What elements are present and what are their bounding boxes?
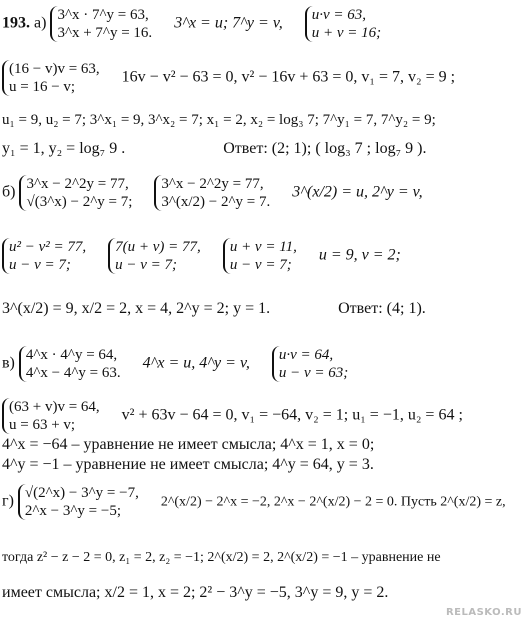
part-a-quadratic: 16v − v² − 63 = 0, v² − 16v + 63 = 0, v₁ = 7, v₂ = 9 ; (121, 68, 456, 86)
part-a-label: а) (34, 14, 47, 32)
part-v-row-2 (2, 398, 463, 434)
part-b-answer: Ответ: (4; 1). (338, 300, 426, 317)
part-g-row-1 (2, 484, 506, 520)
part-v-line-1: 4^x = −64 – уравнение не имеет смысла; 4^x = 1, x = 0; (2, 436, 375, 453)
part-b-s3: u + v = 11, u − v = 7; (223, 238, 297, 274)
part-v-sub-system: (63 + v)v = 64, u = 63 + v; (2, 398, 100, 434)
part-v-system: 4^x · 4^y = 64, 4^x − 4^y = 63. (19, 346, 121, 382)
part-a-answer: Ответ: (2; 1); ( log₃ 7 ; log₇ 9 ). (223, 140, 427, 157)
part-v-line-2: 4^y = −1 – уравнение не имеет смысла; 4^y = 64, y = 3. (2, 456, 374, 473)
part-v-quadratic: v² + 63v − 64 = 0, v₁ = −64, v₂ = 1; u₁ = −1, u₂ = 64 ; (121, 406, 463, 424)
part-v-uv-system: u·v = 64, u − v = 63; (272, 346, 348, 382)
part-a-system: 3^x · 7^y = 63, 3^x + 7^y = 16. (50, 6, 152, 42)
part-b-row-1 (2, 175, 423, 211)
part-b-s1: u² − v² = 77, u − v = 7; (2, 238, 86, 274)
part-v-label: в) (2, 354, 15, 372)
part-b-substitution: 3^(x/2) = u, 2^y = v, (292, 183, 423, 201)
problem-number: 193. (2, 14, 30, 32)
part-b-uv-result: u = 9, v = 2; (318, 246, 401, 264)
part-a-solve-line: u₁ = 9, u₂ = 7; 3^x₁ = 9, 3^x₂ = 7; x₁ = 2, x₂ = log₃ 7; 7^y₁ = 7, 7^y₂ = 9; (2, 112, 436, 128)
watermark: RELASKO.RU (445, 607, 522, 618)
part-b-system: 3^x − 2^2y = 77, √(3^x) − 2^y = 7; (19, 175, 132, 211)
part-g-system: √(2^x) − 3^y = −7, 2^x − 3^y = −5; (18, 484, 139, 520)
part-a-row-1 (2, 6, 381, 42)
part-v-row-1 (2, 346, 348, 382)
part-a-substitution: 3^x = u; 7^y = v, (174, 14, 283, 32)
part-g-label: г) (2, 492, 14, 510)
part-g-line-2: тогда z² − z − 2 = 0, z₁ = 2, z₂ = −1; 2^(x/2) = 2, 2^(x/2) = −1 – уравнение не (2, 550, 441, 565)
part-b-row-2 (2, 238, 401, 274)
part-b-label: б) (2, 183, 16, 201)
part-b-s2: 7(u + v) = 77, u − v = 7; (108, 238, 201, 274)
part-g-line-3: имеет смысла; x/2 = 1, x = 2; 2² − 3^y = −5, 3^y = 9, y = 2. (2, 584, 389, 601)
part-a-y-values: y₁ = 1, y₂ = log₇ 9 . (2, 140, 126, 157)
part-b-solve-line: 3^(x/2) = 9, x/2 = 2, x = 4, 2^y = 2; y = 1. (2, 300, 271, 317)
part-b-row-3 (2, 300, 426, 318)
part-a-uv-system: u·v = 63, u + v = 16; (305, 6, 381, 42)
part-a-y-line (2, 140, 426, 158)
part-g-line-1: 2^(x/2) − 2^x = −2, 2^x − 2^(x/2) − 2 = 0. Пусть 2^(x/2) = z, (160, 494, 506, 510)
part-v-substitution: 4^x = u, 4^y = v, (142, 354, 250, 372)
part-a-sub-system: (16 − v)v = 63, u = 16 − v; (2, 60, 100, 96)
part-b-system-2: 3^x − 2^2y = 77, 3^(x/2) − 2^y = 7. (154, 175, 270, 211)
part-a-row-2 (2, 60, 455, 96)
